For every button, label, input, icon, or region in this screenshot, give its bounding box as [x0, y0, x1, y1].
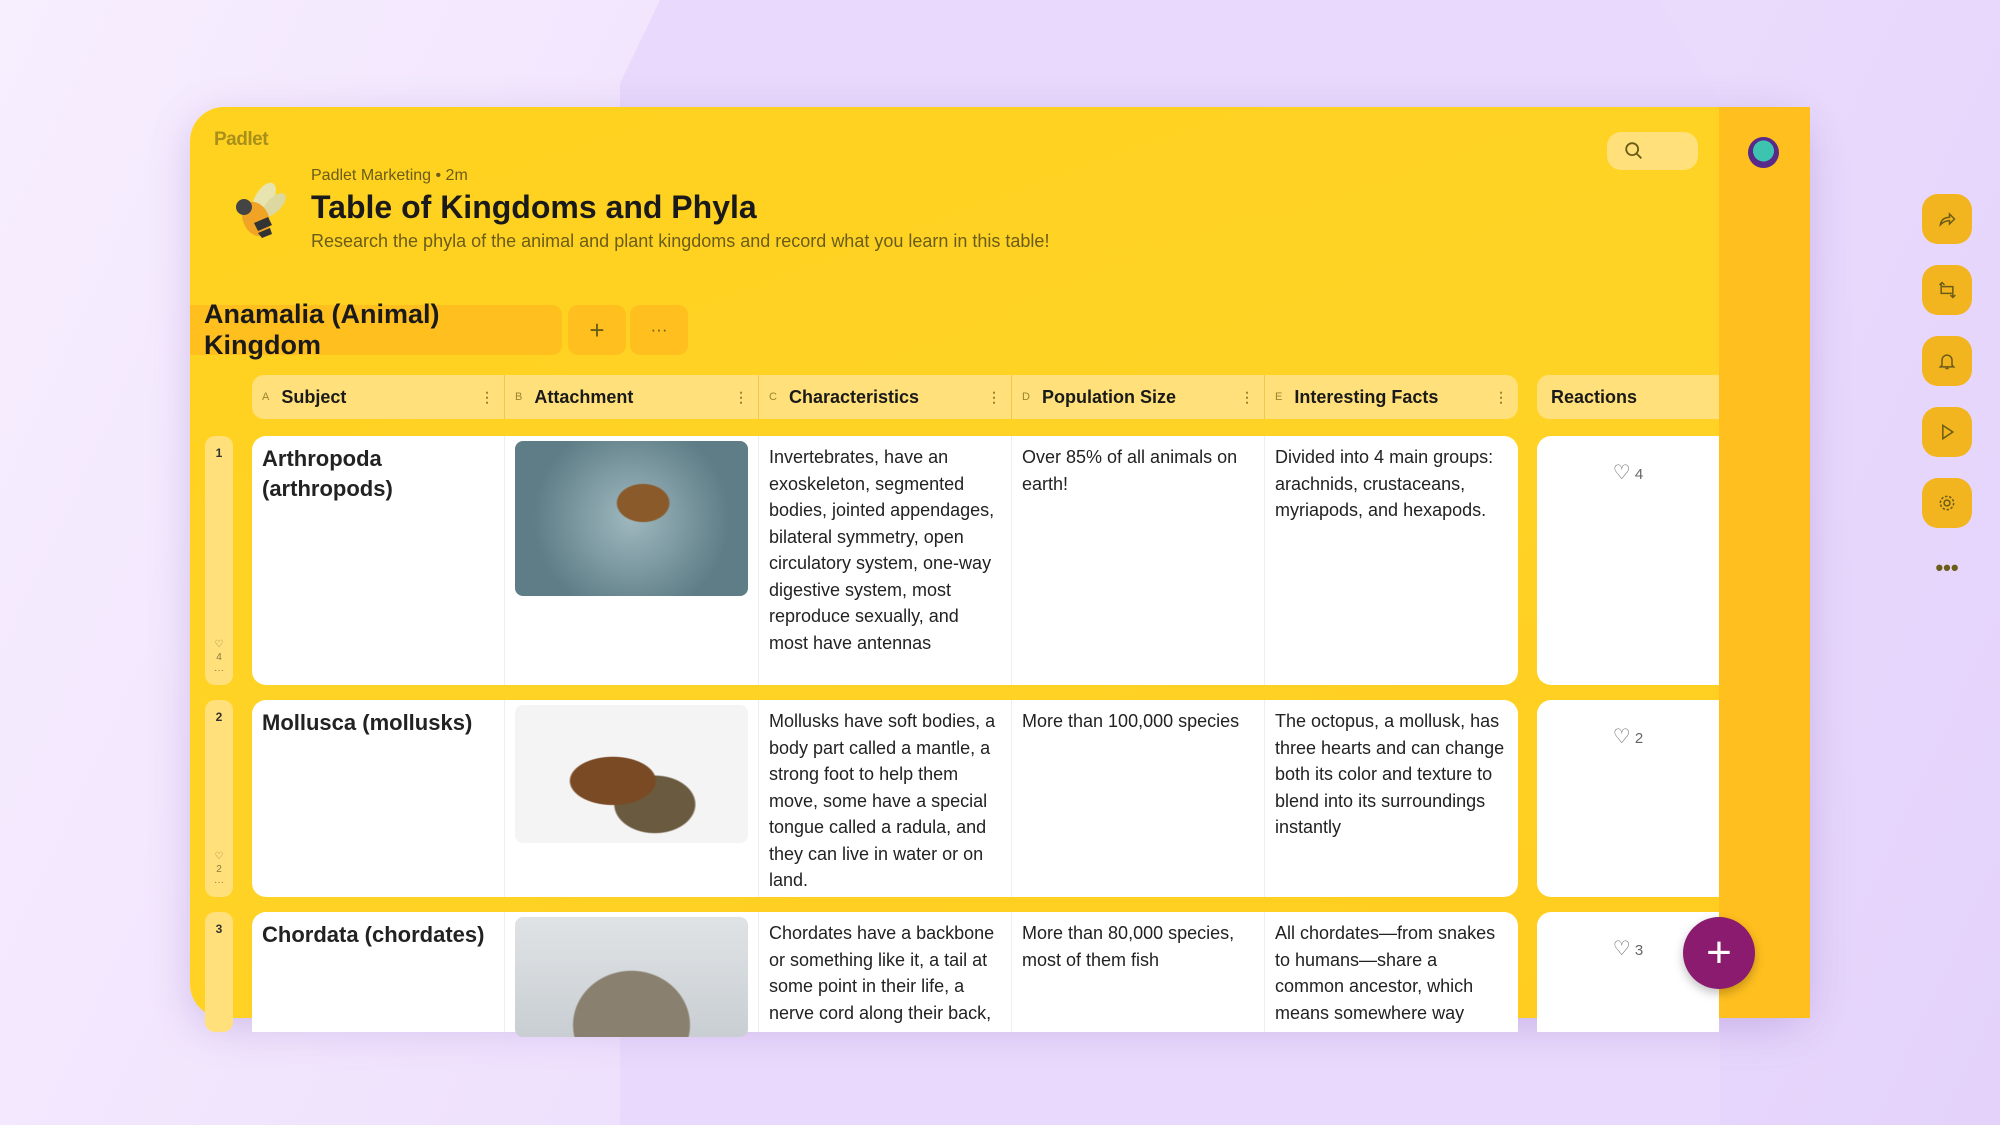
row-number-1[interactable] [205, 436, 233, 685]
like-count: 3 [1634, 942, 1644, 959]
column-letter: E [1275, 391, 1283, 403]
row-number: 1 [215, 446, 223, 460]
share-button[interactable] [1922, 194, 1972, 244]
heart-icon[interactable]: ♡ [1612, 462, 1631, 484]
column-header-attachment[interactable] [505, 375, 759, 419]
column-menu-icon[interactable]: ⋮ [1494, 388, 1508, 405]
column-name: Interesting Facts [1294, 386, 1439, 407]
slideshow-button[interactable] [1922, 407, 1972, 457]
cell-population[interactable]: More than 100,000 species [1012, 700, 1265, 897]
row-likes: 4 [216, 652, 222, 663]
cell-subject[interactable]: Chordata (chordates) [252, 912, 505, 1032]
row-more-button[interactable]: ··· [214, 877, 224, 888]
row-number: 3 [215, 922, 223, 936]
search-icon [1623, 140, 1645, 162]
column-letter: B [515, 391, 523, 403]
share-icon [1937, 209, 1957, 229]
column-name: Characteristics [788, 386, 920, 407]
cell-facts[interactable]: All chordates—from snakes to humans—share a common ancestor, which means somewhere way [1265, 912, 1518, 1032]
column-letter: D [1022, 391, 1030, 403]
cell-characteristics[interactable]: Chordates have a backbone or something like it, a tail at some point in their life, a nerve cord along their back, [759, 912, 1012, 1032]
cell-characteristics[interactable]: Invertebrates, have an exoskeleton, segmented bodies, jointed appendages, bilateral symmetry, open circulatory system, one-way digestive system, most reproduce sexually, and most have antennas [759, 436, 1012, 685]
cell-subject[interactable]: Arthropoda (arthropods) [252, 436, 505, 685]
row-number: 2 [215, 710, 223, 724]
right-sidebar [1719, 107, 1810, 1018]
remake-icon [1937, 280, 1957, 300]
heart-icon[interactable]: ♡ [1612, 726, 1631, 748]
add-section-button[interactable]: + [568, 305, 626, 355]
column-menu-icon[interactable]: ⋮ [1240, 388, 1254, 405]
column-letter: A [262, 391, 270, 403]
play-icon [1937, 422, 1957, 442]
row-number-3[interactable] [205, 912, 233, 1032]
like-count: 4 [1634, 466, 1644, 483]
column-name: Subject [281, 386, 347, 407]
notifications-button[interactable] [1922, 336, 1972, 386]
column-header-population[interactable] [1012, 375, 1265, 419]
reactions-header: Reactions [1537, 375, 1719, 419]
column-menu-icon[interactable]: ⋮ [734, 388, 748, 405]
cell-attachment[interactable] [505, 700, 759, 897]
column-name: Attachment [534, 386, 634, 407]
cell-population[interactable]: Over 85% of all animals on earth! [1012, 436, 1265, 685]
board-meta: Padlet Marketing • 2m [311, 167, 468, 184]
bee-icon [220, 177, 290, 247]
column-letter: C [769, 391, 777, 403]
heart-icon[interactable]: ♡ [214, 639, 224, 650]
heart-icon[interactable]: ♡ [214, 851, 224, 862]
column-menu-icon[interactable]: ⋮ [987, 388, 1001, 405]
add-post-button[interactable]: + [1683, 917, 1755, 989]
snail-image[interactable] [515, 705, 748, 843]
reactions-cell[interactable] [1537, 436, 1719, 685]
board-description: Research the phyla of the animal and plant kingdoms and record what you learn in this table! [311, 231, 1050, 251]
cell-characteristics[interactable]: Mollusks have soft bodies, a body part called a mantle, a strong foot to help them move, some have a special tongue called a radula, and they can live in water or on land. [759, 700, 1012, 897]
column-name: Population Size [1041, 386, 1176, 407]
board-title: Table of Kingdoms and Phyla [311, 189, 757, 225]
hedgehog-image[interactable] [515, 917, 748, 1037]
column-menu-icon[interactable]: ⋮ [480, 388, 494, 405]
settings-button[interactable] [1922, 478, 1972, 528]
cell-subject[interactable]: Mollusca (mollusks) [252, 700, 505, 897]
like-count: 2 [1634, 730, 1644, 747]
heart-icon[interactable]: ♡ [1612, 938, 1631, 960]
bell-icon [1937, 351, 1957, 371]
cell-facts[interactable]: Divided into 4 main groups: arachnids, crustaceans, myriapods, and hexapods. [1265, 436, 1518, 685]
padlet-logo[interactable]: Padlet [214, 129, 269, 150]
search-button[interactable] [1607, 132, 1698, 170]
reactions-cell[interactable] [1537, 700, 1719, 897]
column-header-facts[interactable] [1265, 375, 1518, 419]
row-number-2[interactable] [205, 700, 233, 897]
row-more-button[interactable]: ··· [214, 665, 224, 676]
row-likes: 2 [216, 864, 222, 875]
more-options-button[interactable]: ••• [1935, 555, 1959, 580]
spider-image[interactable] [515, 441, 748, 596]
remake-button[interactable] [1922, 265, 1972, 315]
cell-facts[interactable]: The octopus, a mollusk, has three hearts and can change both its color and texture to blend into its surroundings instantly [1265, 700, 1518, 897]
user-avatar[interactable] [1748, 137, 1779, 168]
column-header-subject[interactable] [252, 375, 505, 419]
gear-icon [1937, 493, 1957, 513]
column-header-characteristics[interactable] [759, 375, 1012, 419]
section-more-button[interactable]: ··· [630, 305, 688, 355]
cell-attachment[interactable] [505, 436, 759, 685]
cell-population[interactable]: More than 80,000 species, most of them fish [1012, 912, 1265, 1032]
tab-animal-kingdom[interactable]: Anamalia (Animal) Kingdom [190, 305, 562, 355]
padlet-board [190, 107, 1959, 1023]
cell-attachment[interactable] [505, 912, 759, 1032]
